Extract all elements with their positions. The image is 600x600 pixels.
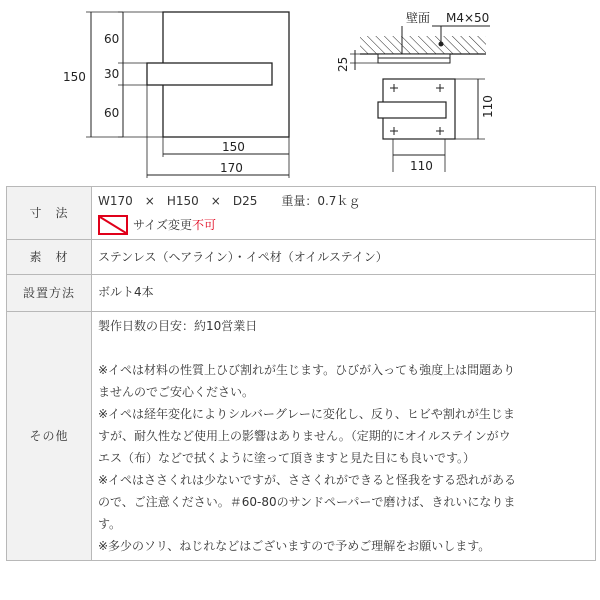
other-value [92,312,596,561]
other-line-blank [98,337,589,359]
wall-hatch [360,36,486,54]
other-line: エス（布）などで拭くように塗って頂きますと見た目にも良いです。） [98,451,476,465]
dim-25: 25 [336,56,350,72]
size-times-2: × [210,194,221,208]
other-line: ※イペはささくれは少ないですが、ささくれができると怪我をする恐れがある [98,473,517,487]
dim-60-bottom: 60 [104,106,120,120]
other-line: ※イペは経年変化によりシルバーグレーに変化し、反り、ヒビや割れが生じま [98,407,515,421]
size-change-status: 不可 [192,218,217,232]
spec-row-material [7,240,596,275]
size-height: H150 [166,194,199,208]
spec-table [6,186,596,561]
dim-110-height: 110 [481,95,495,118]
prohibited-icon [98,215,128,235]
dim-170-width: 170 [220,161,243,175]
size-depth: D25 [232,194,258,208]
mount-handle [378,102,446,118]
material-label: 素 材 [7,240,92,275]
screw-label: M4×50 [446,11,490,25]
size-dimensions [98,190,589,212]
size-value [92,187,596,240]
side-view [350,26,490,172]
install-label: 設置方法 [7,275,92,312]
material-value: ステンレス（ヘアライン）・イペ材（オイルステイン） [92,240,596,275]
spec-row-size [7,187,596,240]
spec-row-other [7,312,596,561]
dim-110-width: 110 [410,159,433,173]
other-line: す。 [98,517,122,531]
other-line: すが、耐久性など使用上の影響はありません。（定期的にオイルステインがウ [98,429,511,443]
size-weight: 重量：0.7ｋｇ [281,194,361,208]
size-times-1: × [144,194,155,208]
wall-label: 壁面 [406,11,431,25]
size-change-notice [98,214,589,236]
other-label: その他 [7,312,92,561]
dim-150-height: 150 [63,70,86,84]
technical-drawing [0,0,600,186]
other-line: ※多少のソリ、ねじれなどはございますので予めご理解をお願いします。 [98,539,491,553]
spec-row-install [7,275,596,312]
size-width: W170 [98,194,133,208]
size-change-prefix: サイズ変更 [133,218,193,232]
size-label: 寸 法 [7,187,92,240]
dim-60-top: 60 [104,32,120,46]
front-handle [147,63,272,85]
other-line: ※イペは材料の性質上ひび割れが生じます。ひびが入っても強度上は問題あり [98,363,516,377]
other-line: ので、ご注意ください。＃60-80のサンドペーパーで磨けば、きれいになりま [98,495,516,509]
install-value: ボルト4本 [92,275,596,312]
dim-150-width: 150 [222,140,245,154]
other-line: 製作日数の目安：約10営業日 [98,319,258,333]
other-line: ませんのでご安心ください。 [98,385,255,399]
dim-30: 30 [104,67,120,81]
